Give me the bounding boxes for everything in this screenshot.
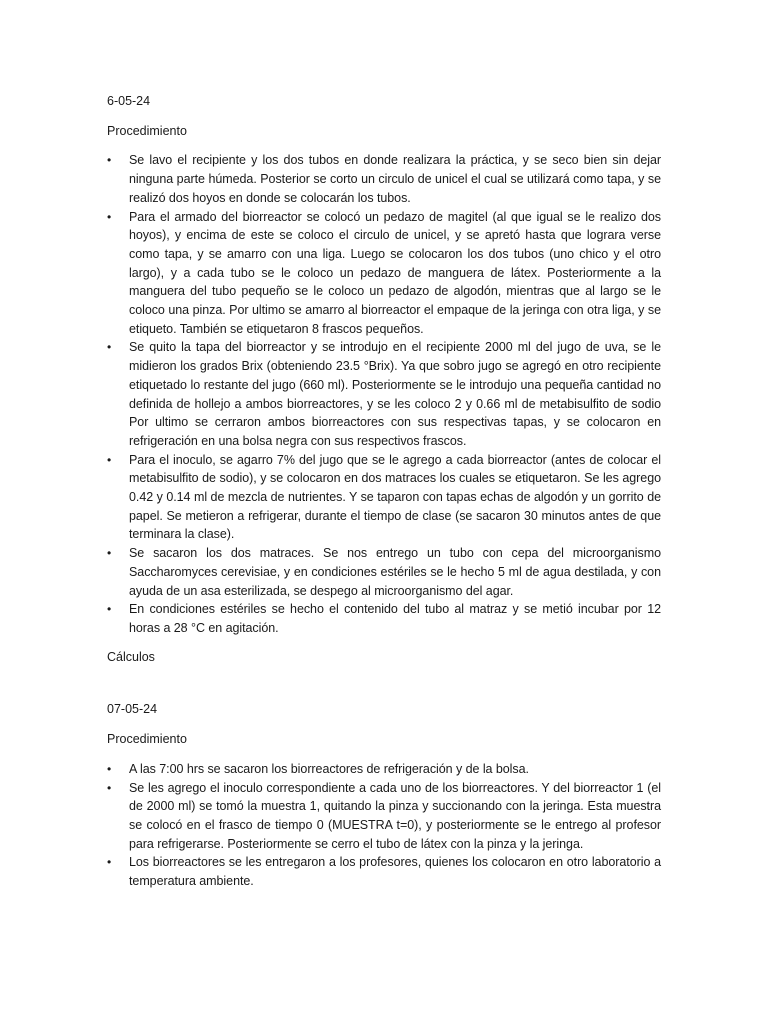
list-item (107, 600, 661, 637)
bullet-icon: • (107, 153, 112, 168)
list-item-text: Se quito la tapa del biorreactor y se introdujo en el recipiente 2000 ml del jugo de uva, se le midieron los grados Brix (obteniendo 23.5 °Brix). Ya que sobro jugo se agregó en otro recipiente etiquetado lo restante del jugo (660 ml). Posteriormente se le introdujo una pequeña cantidad no definida de hollejo a ambos biorreactores, y se les coloco 2 y 0.66 ml de metabisulfito de sodio Por ultimo se cerraron ambos biorreactores con sus respectivas tapas, y se colocaron en refrigeración en una bolsa negra con sus respectivos frascos. (129, 340, 661, 448)
procedure-list (107, 760, 661, 891)
bullet-icon: • (107, 855, 112, 870)
procedure-list (107, 151, 661, 637)
entry-date: 6-05-24 (107, 94, 151, 108)
bullet-icon: • (107, 452, 112, 467)
section-heading: Procedimiento (107, 123, 187, 138)
bullet-icon: • (107, 761, 112, 776)
list-item-text: A las 7:00 hrs se sacaron los biorreactores de refrigeración y de la bolsa. (129, 761, 529, 776)
list-item-text: Se les agrego el inoculo correspondiente a cada uno de los biorreactores. Y del biorreactor 1 (el de 2000 ml) se tomó la muestra 1, quitando la pinza y succionando con la jeringa. Esta muestra se colocó en el frasco de tiempo 0 (MUESTRA t=0), y posteriormente se le entrego al profesor para refrigerarse. Posteriormente se cerro el tubo de látex con la pinza y la jeringa. (129, 780, 661, 851)
list-item (107, 853, 661, 890)
document-page (107, 92, 661, 901)
list-item (107, 451, 661, 545)
bullet-icon: • (107, 602, 112, 617)
bullet-icon: • (107, 780, 112, 795)
list-item-text: Los biorreactores se les entregaron a los profesores, quienes los colocaron en otro laboratorio a temperatura ambiente. (129, 855, 661, 889)
section-heading: Procedimiento (107, 732, 187, 747)
list-item-text: Para el inoculo, se agarro 7% del jugo que se le agrego a cada biorreactor (antes de colocar el metabisulfito de sodio), y se colocaron en dos matraces los cuales se etiquetaron. Se les agrego 0.42 y 0.14 ml de mezcla de nutrientes. Y se taparon con tapas echas de algodón y un gorrito de papel. Se metieron a refrigerar, durante el tiempo de clase (se sacaron 30 minutos antes de que terminara la clase). (129, 452, 661, 542)
list-item (107, 208, 661, 339)
list-item (107, 338, 661, 450)
bullet-icon: • (107, 340, 112, 355)
bullet-icon: • (107, 546, 112, 561)
list-item (107, 544, 661, 600)
list-item (107, 760, 661, 779)
list-item-text: Se lavo el recipiente y los dos tubos en donde realizara la práctica, y se seco bien sin dejar ninguna parte húmeda. Posterior se corto un circulo de unicel el cual se utilizará como tapa, y se realizó dos hoyos en donde se colocarán los tubos. (129, 153, 661, 205)
entry-date: 07-05-24 (107, 702, 158, 717)
calculations-heading: Cálculos (107, 649, 155, 664)
section-spacer (107, 666, 661, 700)
list-item (107, 779, 661, 854)
list-item-text: Para el armado del biorreactor se colocó un pedazo de magitel (al que igual se le realizo dos hoyos), y encima de este se coloco el circulo de unicel, y se apretó hasta que lograra verse como tapa, y se amarro con una liga. Luego se colocaron los dos tubos (uno chico y el otro largo), y a cada tubo se le coloco un pedazo de manguera de látex. Posteriormente a la manguera del tubo pequeño se le coloco un pedazo de algodón, mientras que al largo se le coloco una pinza. Por ultimo se amarro al biorreactor el empaque de la jeringa con otra liga, y se etiqueto. También se etiquetaron 8 frascos pequeños. (129, 209, 661, 336)
list-item (107, 151, 661, 207)
list-item-text: Se sacaron los dos matraces. Se nos entrego un tubo con cepa del microorganismo Saccharomyces cerevisiae, y en condiciones estériles se le hecho 5 ml de agua destilada, y con ayuda de un asa esterilizada, se despego al microorganismo del agar. (129, 546, 661, 598)
bullet-icon: • (107, 209, 112, 224)
list-item-text: En condiciones estériles se hecho el contenido del tubo al matraz y se metió incubar por 12 horas a 28 °C en agitación. (129, 602, 661, 635)
